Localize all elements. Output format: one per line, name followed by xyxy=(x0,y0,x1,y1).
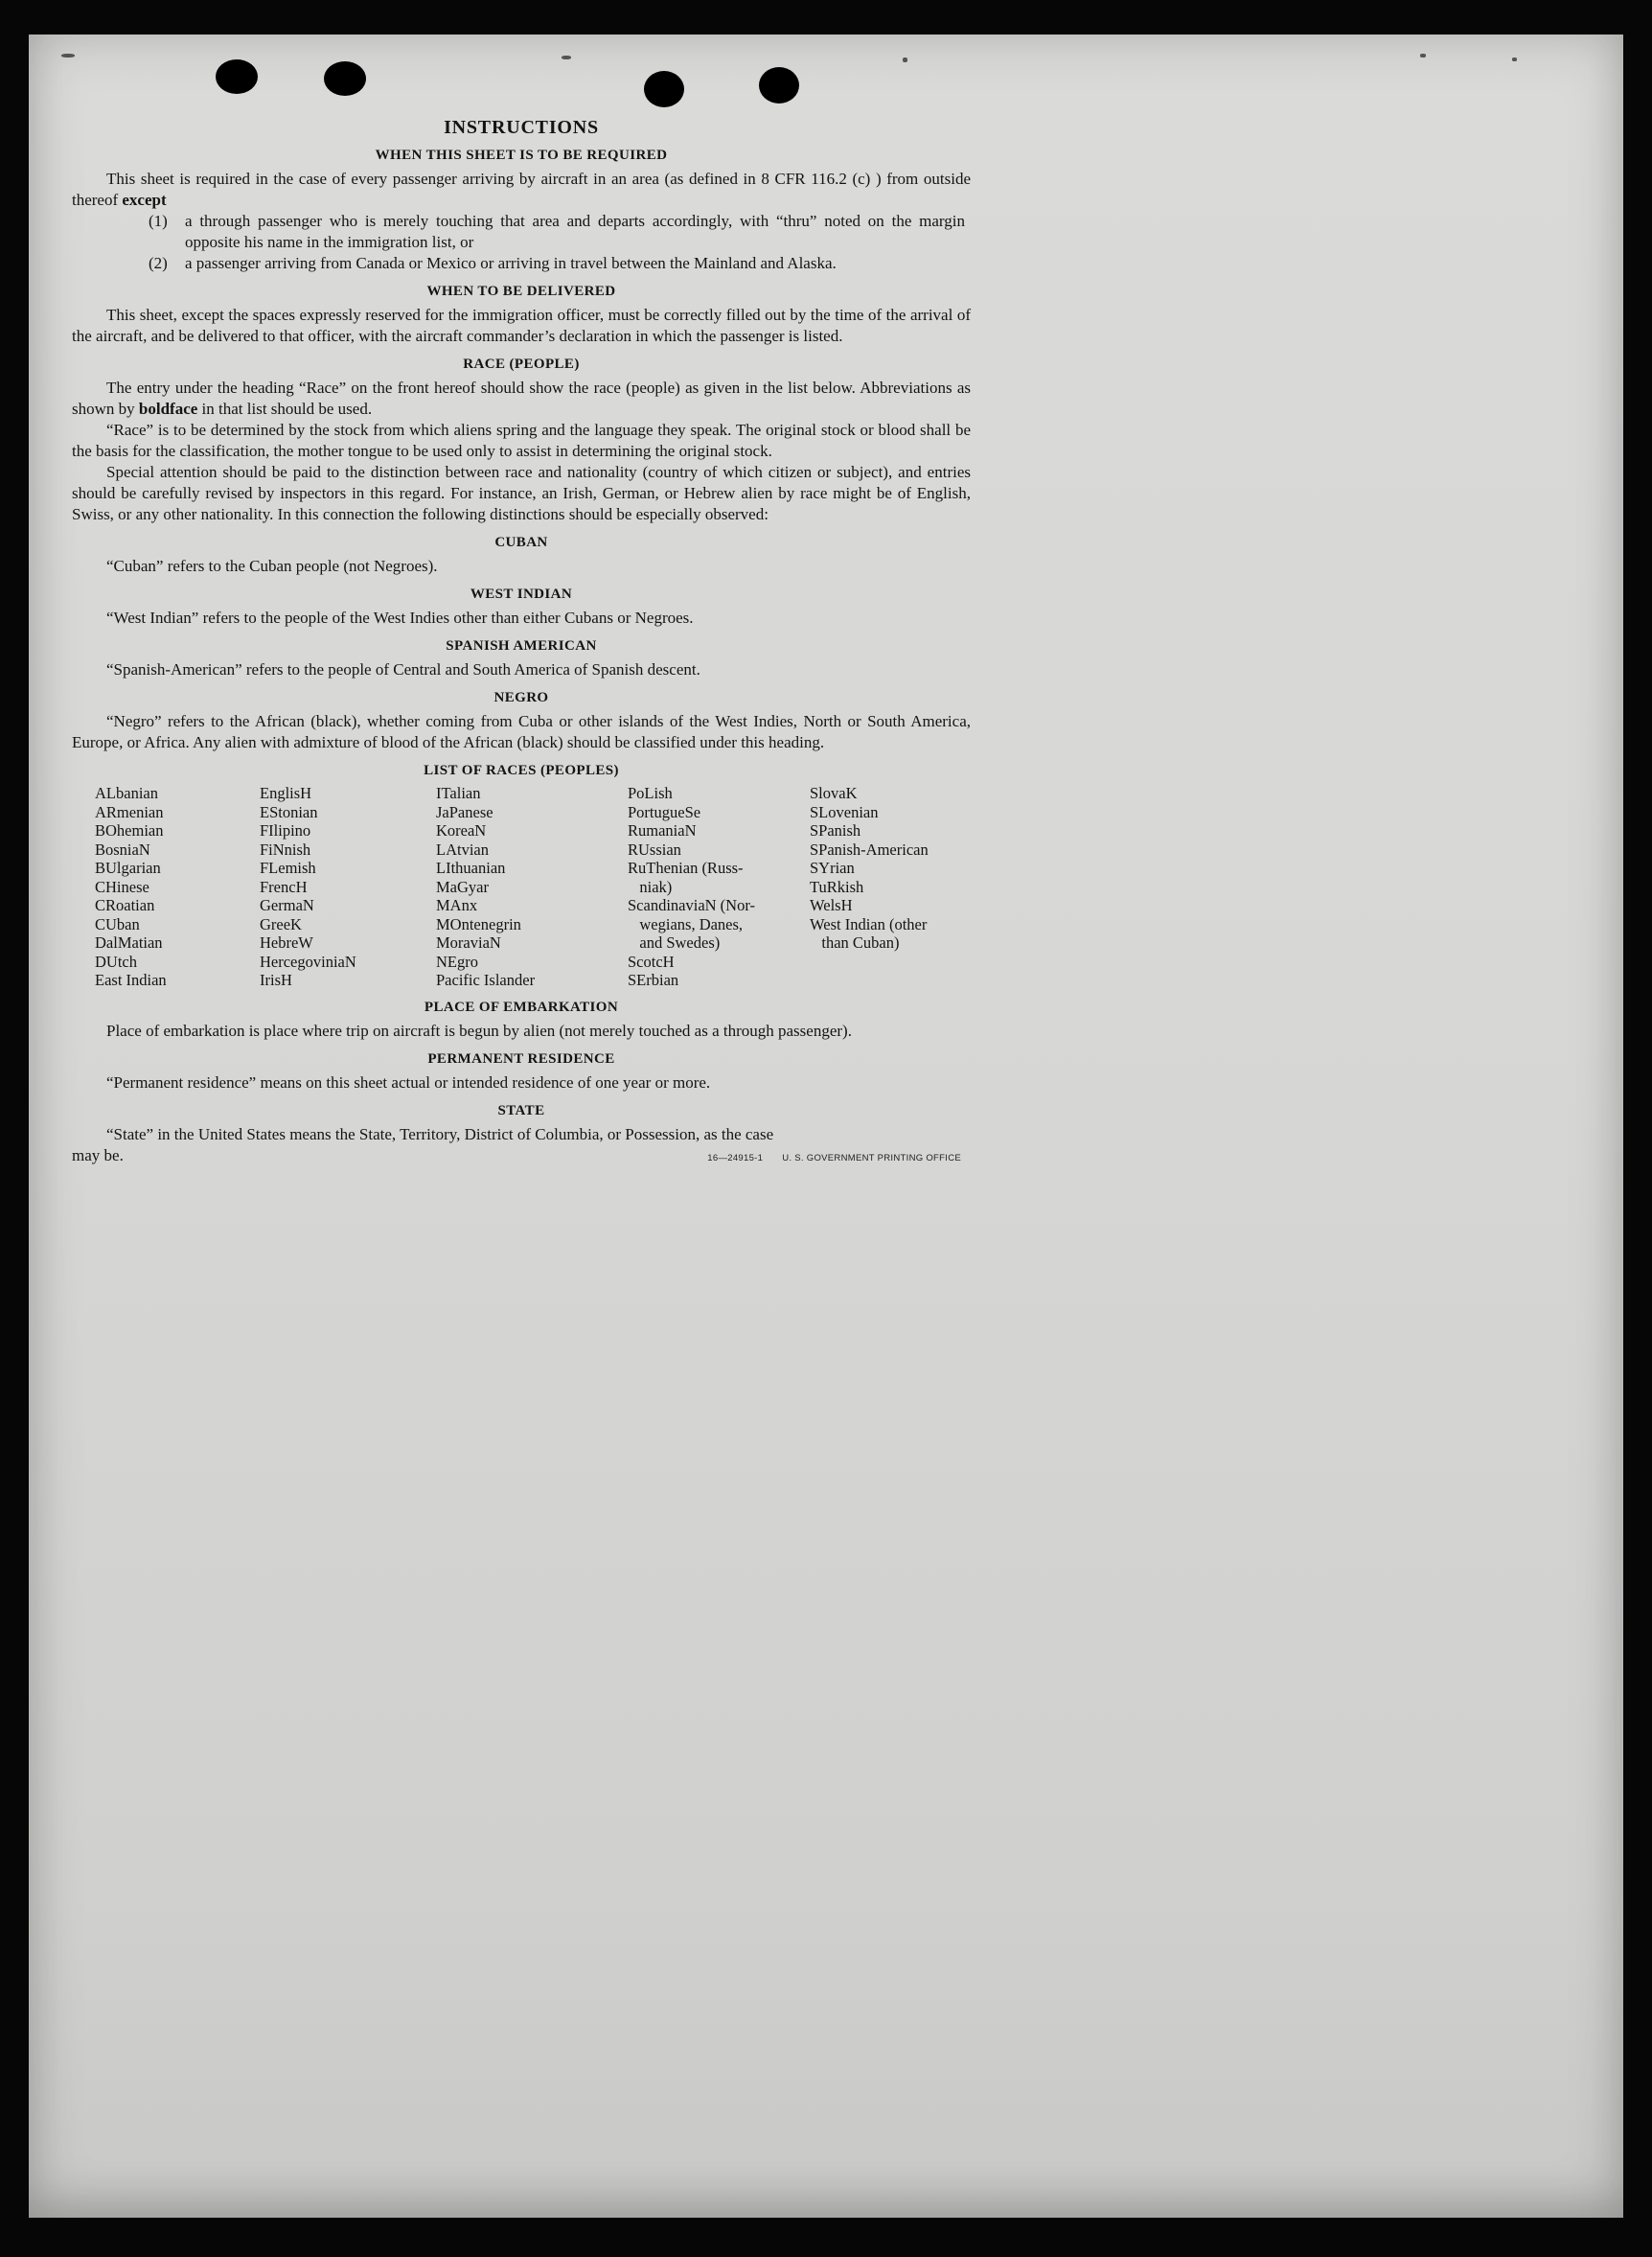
race-item: FLemish xyxy=(260,859,316,877)
races-list xyxy=(72,784,971,990)
race-item: West Indian (other xyxy=(810,914,928,933)
punch-hole-icon xyxy=(324,61,366,96)
paragraph-bold-text: except xyxy=(122,191,167,209)
print-footer xyxy=(707,1148,971,1169)
race-item: PoLish xyxy=(628,784,673,802)
last-line xyxy=(72,1145,971,1169)
scan-artifact xyxy=(562,56,571,59)
item-number: (2) xyxy=(149,254,168,272)
race-item: EStonian xyxy=(260,802,318,821)
race-item: SErbian xyxy=(628,971,679,989)
races-column-4 xyxy=(628,784,810,990)
paragraph-west-indian: “West Indian” refers to the people of the West Indies other than either Cubans or Negroes. xyxy=(106,609,694,627)
race-item: niak) xyxy=(628,877,673,896)
scan-artifact xyxy=(61,54,75,58)
race-item: RuThenian (Russ- xyxy=(628,859,744,877)
punch-hole-icon xyxy=(216,59,258,94)
paragraph-race-3: Special attention should be paid to the distinction between race and nationality (country of which citizen or subject), and entries should be carefully revised by inspectors in this regard. For instance, an Irish, German, or Hebrew alien by race might be of English, Swiss, or any other nationality. In this connection the following distinctions should be especially observed: xyxy=(72,463,971,523)
race-item: LAtvian xyxy=(436,840,489,859)
item-text: a passenger arriving from Canada or Mexico or arriving in travel between the Mainland and Alaska. xyxy=(185,254,837,272)
paragraph-cuban: “Cuban” refers to the Cuban people (not Negroes). xyxy=(106,557,438,575)
race-item: MoraviaN xyxy=(436,933,501,952)
race-item: CUban xyxy=(95,914,140,933)
race-item: BOhemian xyxy=(95,821,164,840)
race-item: BosniaN xyxy=(95,840,150,859)
race-item: ALbanian xyxy=(95,784,158,802)
section-heading-list-of-races: LIST OF RACES (PEOPLES) xyxy=(424,763,619,778)
races-column-1 xyxy=(95,784,260,990)
race-item: than Cuban) xyxy=(810,933,900,952)
section-heading-when-delivered: WHEN TO BE DELIVERED xyxy=(426,284,616,299)
race-item: KoreaN xyxy=(436,821,487,840)
races-column-2 xyxy=(260,784,436,990)
section-heading-residence: PERMANENT RESIDENCE xyxy=(427,1050,615,1067)
numbered-item-1 xyxy=(72,211,971,253)
race-item: SPanish xyxy=(810,821,861,840)
printing-office-label: U. S. GOVERNMENT PRINTING OFFICE xyxy=(782,1152,961,1163)
paragraph-when-required xyxy=(72,169,971,211)
section-heading-negro: NEGRO xyxy=(493,690,549,705)
numbered-item-2 xyxy=(72,253,971,274)
paragraph-text: This sheet is required in the case of every passenger arriving by aircraft in an area (as defined in 8 CFR 116.2 (c) ) from outside thereof xyxy=(72,170,971,209)
section-heading-spanish-american: SPANISH AMERICAN xyxy=(446,638,597,654)
scan-artifact xyxy=(1420,54,1426,58)
race-item: ScandinaviaN (Nor- xyxy=(628,896,755,914)
paragraph-negro: “Negro” refers to the African (black), whether coming from Cuba or other islands of the West Indies, North or South America, Europe, or Africa. Any alien with admixture of blood of the African (black) should be classified under this heading. xyxy=(72,712,971,751)
race-item: DalMatian xyxy=(95,933,163,952)
print-code: 16—24915-1 xyxy=(707,1152,764,1163)
race-item: EnglisH xyxy=(260,784,312,802)
item-number: (1) xyxy=(149,212,168,230)
race-item: PortugueSe xyxy=(628,802,701,821)
item-text: a through passenger who is merely touching that area and departs accordingly, with “thru” noted on the margin opposite his name in the immigration list, or xyxy=(185,212,965,251)
page-title: INSTRUCTIONS xyxy=(444,117,599,138)
punch-hole-icon xyxy=(644,71,684,107)
paragraph-race-1 xyxy=(72,378,971,420)
paragraph-state: “State” in the United States means the State, Territory, District of Columbia, or Possession, as the case xyxy=(106,1124,774,1143)
race-item: wegians, Danes, xyxy=(628,914,744,933)
race-item: RumaniaN xyxy=(628,821,697,840)
race-item: FiNnish xyxy=(260,840,311,859)
race-item: FrencH xyxy=(260,877,308,896)
scan-artifact xyxy=(1512,58,1517,61)
paper-sheet xyxy=(29,35,1623,2218)
paragraph-when-delivered: This sheet, except the spaces expressly reserved for the immigration officer, must be correctly filled out by the time of the arrival of the aircraft, and be delivered to that officer, with the aircraft commander’s declaration in which the passenger is listed. xyxy=(72,306,971,345)
paragraph-state-continuation: may be. xyxy=(72,1145,124,1164)
race-item: GreeK xyxy=(260,914,302,933)
race-item: East Indian xyxy=(95,971,167,989)
paragraph-embarkation: Place of embarkation is place where trip on aircraft is begun by alien (not merely touched as a through passenger). xyxy=(106,1021,852,1040)
paragraph-race-2: “Race” is to be determined by the stock from which aliens spring and the language they speak. The original stock or blood shall be the basis for the classification, the mother tongue to be used only to assist in determining the original stock. xyxy=(72,421,971,460)
section-heading-embarkation: PLACE OF EMBARKATION xyxy=(424,999,619,1015)
paragraph-residence: “Permanent residence” means on this sheet actual or intended residence of one year or more. xyxy=(106,1072,711,1092)
race-item: LIthuanian xyxy=(436,859,506,877)
race-item: FIlipino xyxy=(260,821,311,840)
section-heading-when-required: WHEN THIS SHEET IS TO BE REQUIRED xyxy=(375,148,668,163)
instructions-content xyxy=(72,117,971,1169)
race-item: ITalian xyxy=(436,784,481,802)
race-item: WelsH xyxy=(810,896,853,914)
race-item: SYrian xyxy=(810,859,855,877)
race-item: MAnx xyxy=(436,896,478,914)
section-heading-cuban: CUBAN xyxy=(494,535,548,550)
race-item: ARmenian xyxy=(95,802,164,821)
race-item: SlovaK xyxy=(810,784,858,802)
race-item: BUlgarian xyxy=(95,859,161,877)
race-item: SLovenian xyxy=(810,802,879,821)
race-item: GermaN xyxy=(260,896,314,914)
race-item: MaGyar xyxy=(436,877,489,896)
punch-hole-icon xyxy=(759,67,799,104)
race-item: and Swedes) xyxy=(628,933,721,952)
race-item: CRoatian xyxy=(95,896,155,914)
races-column-3 xyxy=(436,784,628,990)
race-item: DUtch xyxy=(95,952,137,971)
section-heading-west-indian: WEST INDIAN xyxy=(470,587,573,602)
race-item: CHinese xyxy=(95,877,149,896)
race-item: IrisH xyxy=(260,971,292,989)
paragraph-spanish-american: “Spanish-American” refers to the people of Central and South America of Spanish descent. xyxy=(106,660,700,679)
paragraph-text: in that list should be used. xyxy=(197,400,373,418)
race-item: TuRkish xyxy=(810,877,864,896)
race-item: RUssian xyxy=(628,840,681,859)
race-item: Pacific Islander xyxy=(436,971,536,989)
section-heading-race: RACE (PEOPLE) xyxy=(463,357,580,372)
scan-artifact xyxy=(903,58,907,62)
races-column-5 xyxy=(810,784,971,990)
race-item: SPanish-American xyxy=(810,840,929,859)
race-item: ScotcH xyxy=(628,952,675,971)
race-item: MOntenegrin xyxy=(436,914,521,933)
race-item: JaPanese xyxy=(436,802,493,821)
race-item: HebreW xyxy=(260,933,313,952)
paragraph-bold-text: boldface xyxy=(138,400,198,418)
race-item: HercegoviniaN xyxy=(260,952,356,971)
paragraph-text: The entry under the heading “Race” on the front hereof should show the race (people) as given in the list below. Abbreviations as shown by xyxy=(72,379,971,418)
race-item: NEgro xyxy=(436,952,478,971)
section-heading-state: STATE xyxy=(497,1102,545,1118)
